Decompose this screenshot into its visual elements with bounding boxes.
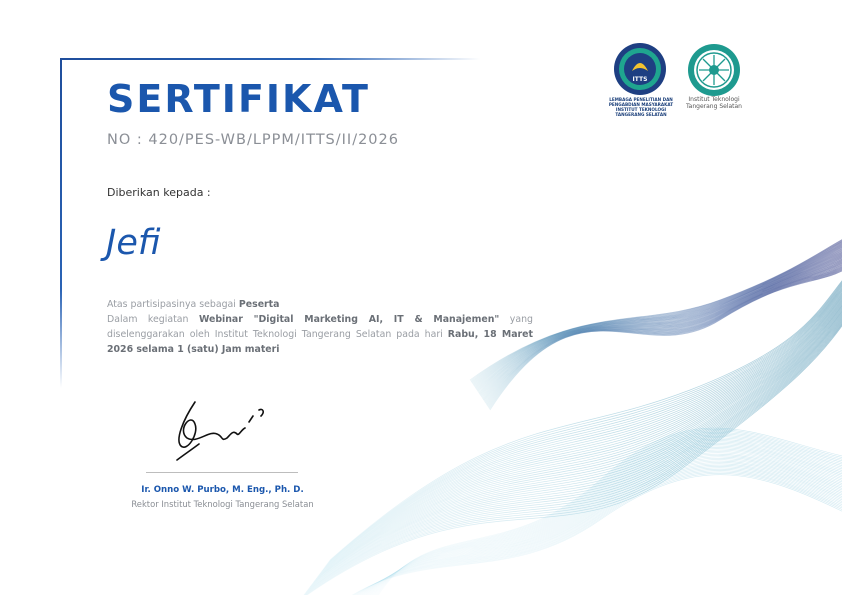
certificate-body	[107, 297, 533, 357]
given-to-label: Diberikan kepada :	[107, 186, 211, 199]
frame-left-border	[60, 58, 62, 388]
signer-name: Ir. Onno W. Purbo, M. Eng., Ph. D.	[141, 485, 304, 495]
event-date: Rabu, 18 Maret 2026 selama 1 (satu) Jam materi	[107, 329, 534, 355]
certificate-number: NO : 420/PES-WB/LPPM/ITTS/II/2026	[107, 132, 399, 148]
body-event-suffix: yang diselenggarakan oleh Institut Teknologi Tangerang Selatan pada hari	[107, 314, 533, 340]
frame-top-border	[60, 58, 480, 60]
signer-title: Rektor Institut Teknologi Tangerang Selatan	[131, 499, 314, 509]
body-event-prefix: Dalam kegiatan	[107, 314, 199, 325]
participant-role: Peserta	[238, 299, 280, 310]
signature-line	[146, 472, 298, 473]
lppm-caption-line-1: LEMBAGA PENELITIAN DAN	[609, 97, 673, 102]
body-role-prefix: Atas partisipasinya sebagai	[107, 299, 239, 310]
event-name: Webinar "Digital Marketing AI, IT & Manajemen"	[198, 314, 500, 325]
lppm-caption-line-3: INSTITUT TEKNOLOGI TANGERANG SELATAN	[615, 107, 667, 117]
lppm-logo	[612, 41, 668, 97]
itts-caption-line-2: Tangerang Selatan	[686, 103, 742, 110]
itts-caption-line-1: Institut Teknologi	[688, 96, 740, 103]
signature-image	[165, 390, 275, 470]
itts-logo	[686, 42, 742, 98]
recipient-name: Jefi	[106, 223, 161, 263]
lppm-logo-text: ITTS	[632, 76, 648, 83]
body-line-2	[107, 312, 533, 357]
wave-lines	[300, 230, 842, 595]
body-line-1	[107, 297, 533, 312]
lppm-logo-caption	[603, 97, 679, 117]
itts-logo-caption	[678, 96, 750, 110]
certificate-title: SERTIFIKAT	[107, 77, 370, 121]
wave-line	[336, 468, 842, 595]
lppm-caption-line-2: PENGABDIAN MASYARAKAT	[608, 102, 674, 107]
